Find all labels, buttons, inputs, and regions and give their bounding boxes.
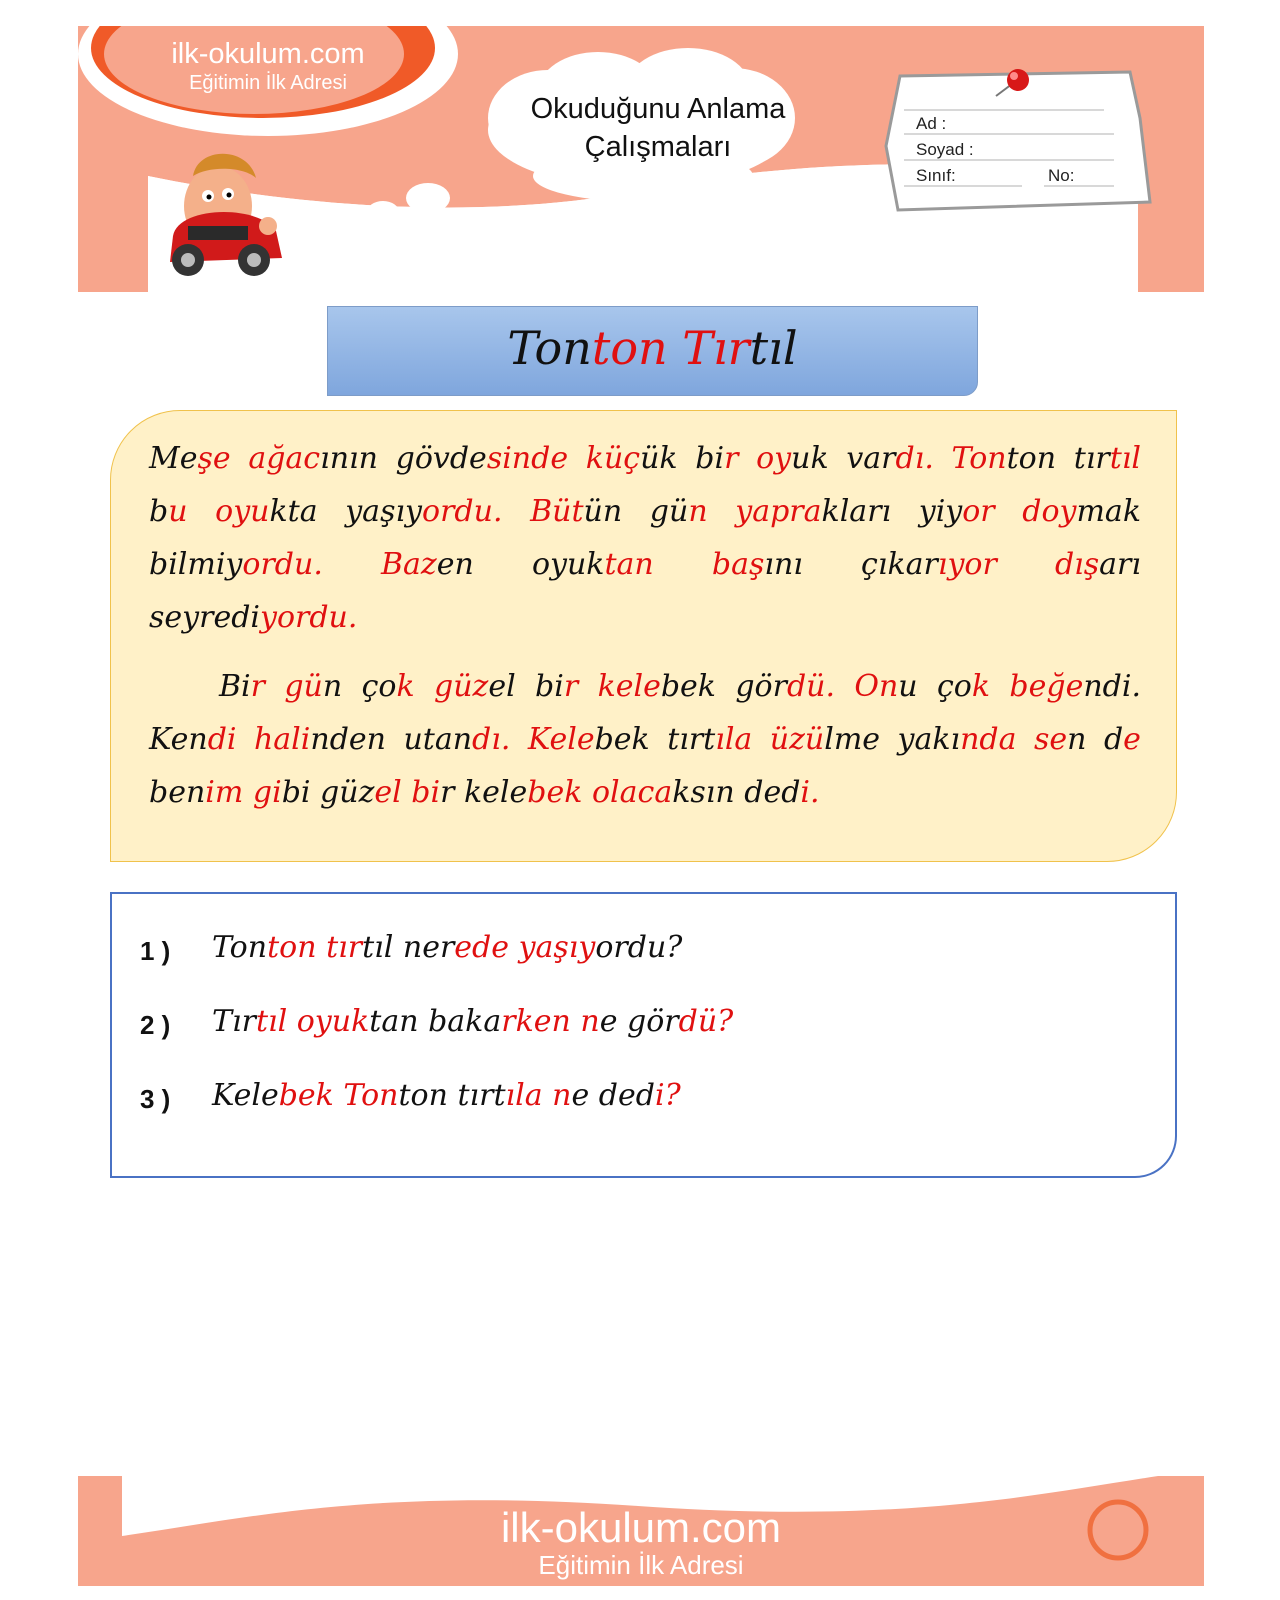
word: yaşıyordu? xyxy=(518,930,683,965)
word: beğendi. xyxy=(1009,669,1141,704)
word: bir xyxy=(695,441,739,476)
word: güzel xyxy=(320,775,402,810)
word: başını xyxy=(711,547,803,582)
word: çok xyxy=(361,669,415,704)
word: kelebek xyxy=(597,669,716,704)
word: Bir xyxy=(219,669,265,704)
word: üzülme xyxy=(769,722,881,757)
word: dışarı xyxy=(1054,547,1141,582)
word: bakarken xyxy=(428,1004,571,1039)
word: Tonton xyxy=(343,1078,448,1113)
question-text xyxy=(212,1078,681,1113)
word: bir xyxy=(535,669,579,704)
word: Tonton xyxy=(507,321,668,375)
word: küçük xyxy=(585,441,678,476)
word: Kendi xyxy=(149,722,237,757)
word: dedi? xyxy=(598,1078,681,1113)
story-line xyxy=(149,600,1141,635)
word: Onu xyxy=(854,669,918,704)
word: oyuktan xyxy=(296,1004,419,1039)
worksheet-title-line1: Okuduğunu Anlama xyxy=(530,93,786,125)
word: Bütün xyxy=(530,494,623,529)
word: gün xyxy=(284,669,343,704)
word: Kelebek xyxy=(212,1078,334,1113)
story-line xyxy=(219,669,1141,704)
word: kelebek xyxy=(464,775,583,810)
question-text xyxy=(212,1004,733,1039)
word: Meşe xyxy=(149,441,231,476)
story-line xyxy=(149,775,1141,810)
word: yaprakları xyxy=(735,494,892,529)
number-label: No: xyxy=(1048,166,1075,185)
surname-label: Soyad : xyxy=(916,140,974,159)
question-text xyxy=(212,930,682,965)
question-number: 1 ) xyxy=(140,936,171,966)
word: gördü? xyxy=(627,1004,734,1039)
story-line xyxy=(149,494,1141,529)
word: tırtıla xyxy=(457,1078,543,1113)
word: tırtıl xyxy=(1073,441,1142,476)
word: Tırtıl xyxy=(212,1004,288,1039)
worksheet-title xyxy=(508,90,808,166)
word: yiyor xyxy=(918,494,995,529)
word: Bazen xyxy=(381,547,474,582)
questions-box xyxy=(110,892,1177,1178)
story-title-text xyxy=(507,321,797,375)
word: çıkarıyor xyxy=(861,547,997,582)
page-header xyxy=(78,26,1204,292)
word: Tırtıl xyxy=(682,321,798,375)
word: bilmiyordu. xyxy=(149,547,323,582)
word: de xyxy=(1103,722,1141,757)
word: doymak xyxy=(1022,494,1141,529)
question-number: 2 ) xyxy=(140,1010,171,1040)
brand-tagline: Eğitimin İlk Adresi xyxy=(189,72,347,94)
word: sen xyxy=(1034,722,1087,757)
word: çok xyxy=(936,669,991,704)
story-title xyxy=(328,321,977,375)
name-label: Ad : xyxy=(916,114,947,133)
word: utandı. xyxy=(403,722,511,757)
story-box xyxy=(110,410,1177,862)
story-title-box xyxy=(327,306,978,396)
word: tırtıla xyxy=(667,722,753,757)
worksheet-title-line2: Çalışmaları xyxy=(584,131,732,163)
word: halinden xyxy=(253,722,386,757)
brand-site: ilk-okulum.com xyxy=(171,38,365,70)
word: gibi xyxy=(252,775,311,810)
word: ne xyxy=(552,1078,590,1113)
word: bu xyxy=(149,494,188,529)
story-line xyxy=(149,722,1141,757)
word: oyuk xyxy=(756,441,829,476)
story-line xyxy=(149,547,1141,582)
story-line xyxy=(149,441,1141,476)
class-label: Sınıf: xyxy=(916,166,956,185)
word: gövdesinde xyxy=(395,441,569,476)
word: yaşıyordu. xyxy=(345,494,503,529)
word: bir xyxy=(411,775,455,810)
word: tırtıl xyxy=(326,930,394,965)
footer-site: ilk-okulum.com xyxy=(500,1504,782,1551)
word: nerede xyxy=(402,930,510,965)
word: ne xyxy=(580,1004,618,1039)
word: oyukta xyxy=(215,494,318,529)
word: Kelebek xyxy=(527,722,650,757)
word: gördü. xyxy=(735,669,836,704)
word: Tonton xyxy=(212,930,317,965)
word: olacaksın xyxy=(591,775,735,810)
word: benim xyxy=(149,775,244,810)
word: dedi. xyxy=(744,775,820,810)
word: gün xyxy=(649,494,708,529)
word: oyuktan xyxy=(531,547,654,582)
word: yakında xyxy=(897,722,1017,757)
footer-tagline: Eğitimin İlk Adresi xyxy=(538,1550,744,1580)
word: Tonton xyxy=(951,441,1057,476)
page-footer xyxy=(78,1476,1204,1586)
word: seyrediyordu. xyxy=(149,600,358,635)
word: ağacının xyxy=(248,441,378,476)
word: güzel xyxy=(433,669,516,704)
word: vardı. xyxy=(846,441,934,476)
question-number: 3 ) xyxy=(140,1084,171,1114)
